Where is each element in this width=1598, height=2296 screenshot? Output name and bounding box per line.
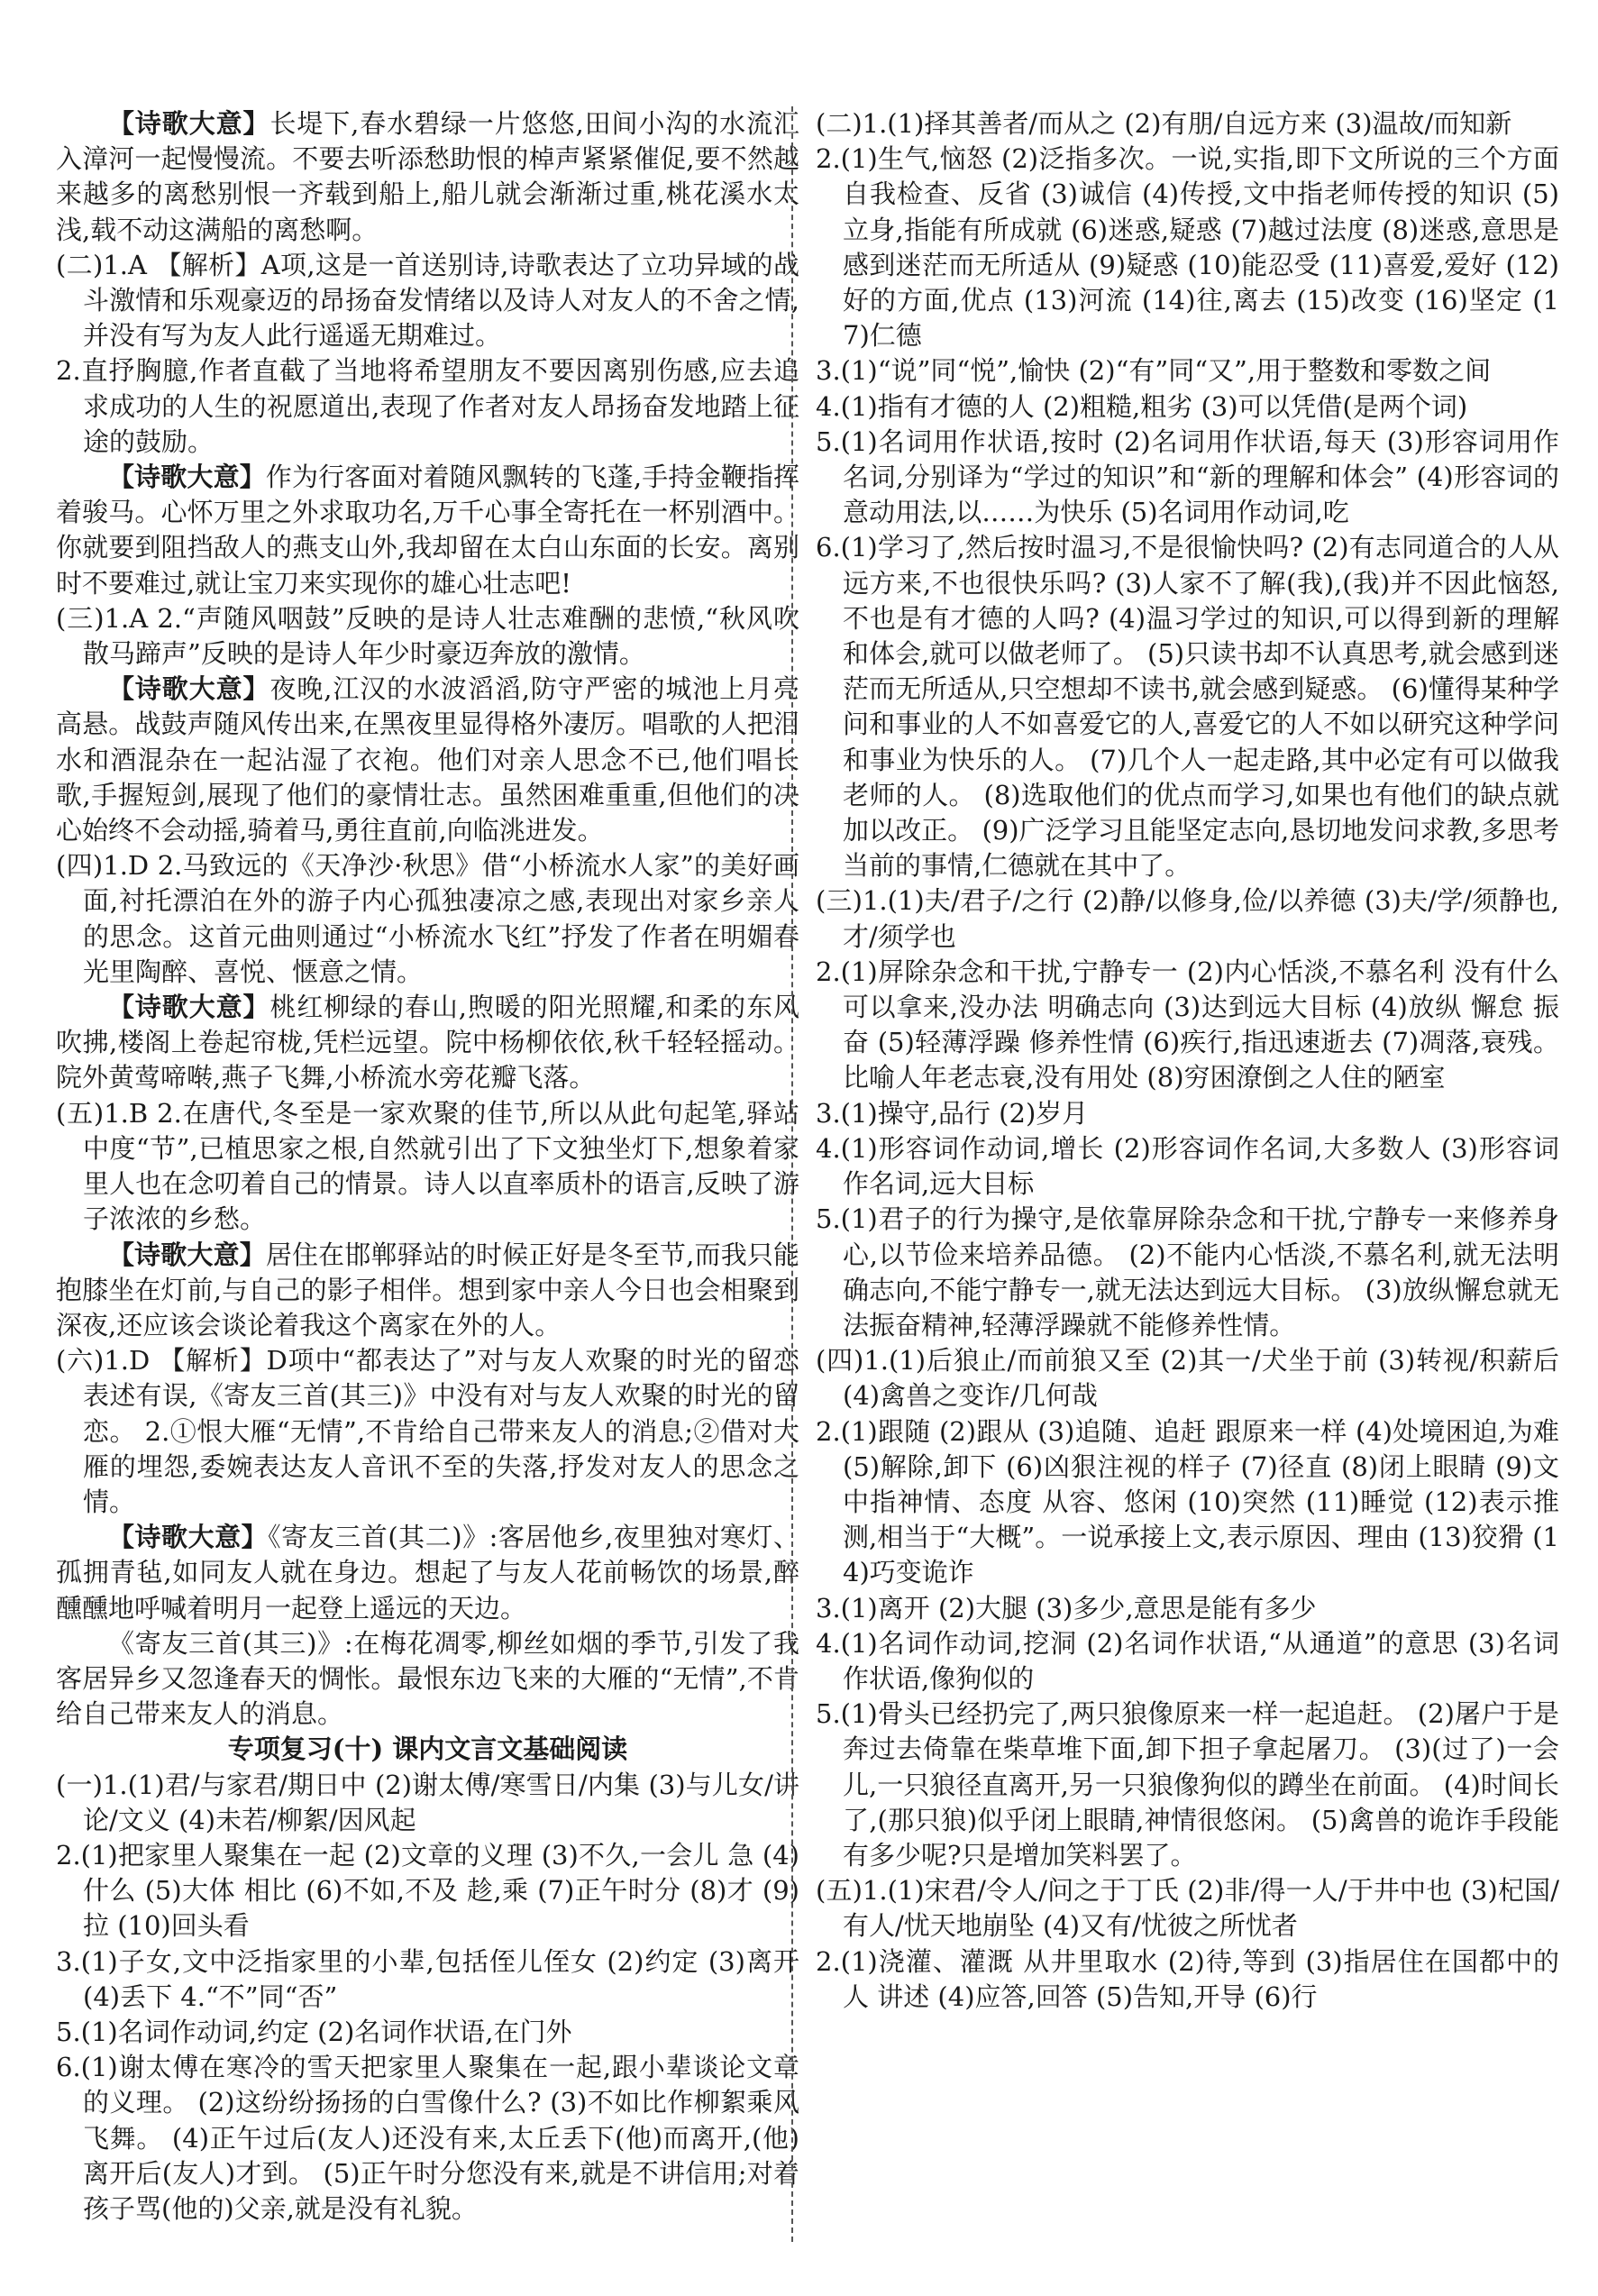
paragraph-text: (四)1.(1)后狼止/而前狼又至 (2)其一/犬坐于前 (3)转视/积薪后 (4)禽兽之变诈/几何哉 — [816, 1345, 1559, 1412]
paragraph-text: 作为行客面对着随风飘转的飞蓬,手持金鞭指挥着骏马。心怀万里之外求取功名,万千心事全寄托在一杯别酒中。你就要到阻挡敌人的燕支山外,我却留在太白山东面的长安。离别时不要难过,就让宝刀来实现你的雄心壮志吧! — [56, 462, 799, 599]
paragraph-text: 4.(1)指有才德的人 (2)粗糙,粗劣 (3)可以凭借(是两个词) — [816, 390, 1468, 422]
answer-paragraph — [816, 1591, 1559, 1626]
answer-paragraph — [816, 883, 1559, 954]
poem-summary-label: 【诗歌大意】 — [108, 1522, 269, 1553]
paragraph-text: 2.(1)浇灌、灌溉 从井里取水 (2)待,等到 (3)指居住在国都中的人 讲述 (4)应答,回答 (5)告知,开导 (6)行 — [816, 1945, 1559, 2012]
answer-paragraph — [816, 142, 1559, 353]
paragraph-text: (三)1.A 2.“声随风咽鼓”反映的是诗人壮志难酬的悲愤,“秋风吹散马蹄声”反映的是诗人年少时豪迈奔放的激情。 — [56, 602, 799, 670]
answer-paragraph — [56, 1238, 799, 1344]
paragraph-text: 3.(1)“说”同“悦”,愉快 (2)“有”同“又”,用于整数和零数之间 — [816, 355, 1492, 387]
answer-paragraph — [816, 1697, 1559, 1873]
paragraph-text: (一)1.(1)君/与家君/期日中 (2)谢太傅/寒雪日/内集 (3)与儿女/讲论/文义 (4)未若/柳絮/因风起 — [56, 1769, 799, 1835]
paragraph-text: (三)1.(1)夫/君子/之行 (2)静/以修身,俭/以养德 (3)夫/学/须静也,才/须学也 — [816, 885, 1559, 952]
answer-paragraph — [56, 248, 799, 354]
answer-paragraph — [56, 460, 799, 601]
answer-paragraph — [816, 1626, 1559, 1697]
poem-summary-label: 【诗歌大意】 — [108, 108, 270, 139]
answer-paragraph — [56, 2015, 799, 2050]
paragraph-text: 夜晚,江汉的水波滔滔,防守严密的城池上月亮高悬。战鼓声随风传出来,在黑夜里显得格外凄厉。唱歌的人把泪水和酒混杂在一起沾湿了衣袍。他们对亲人思念不已,他们唱长歌,手握短剑,展现了他们的豪情壮志。虽然困难重重,但他们的决心始终不会动摇,骑着马,勇往直前,向临洮进发。 — [56, 673, 799, 846]
answer-paragraph — [56, 1944, 799, 2015]
answer-paragraph — [816, 389, 1559, 425]
answer-paragraph — [56, 672, 799, 848]
answer-paragraph — [816, 425, 1559, 531]
paragraph-text: 4.(1)名词作动词,挖洞 (2)名词作状语,“从通道”的意思 (3)名词作状语,像狗似的 — [816, 1627, 1559, 1694]
paragraph-text: 6.(1)学习了,然后按时温习,不是很愉快吗? (2)有志同道合的人从远方来,不也很快乐吗? (3)人家不了解(我),(我)并不因此恼怒,不也是有才德的人吗? (4)温习学过的知识,可以得到新的理解和体会,就可以做老师了。 (5)只读书却不认真思考,就会感到迷茫而无所适从,只空想却不读书,就会感到疑惑。 (6)懂得某种学问和事业的人不如喜爱它的人,喜爱它的人不如以研究这种学问和事业为快乐的人。 (7)几个人一起走路,其中必定有可以做我老师的人。 (8)选取他们的优点而学习,如果也有他们的缺点就加以改正。 (9)广泛学习且能坚定志向,恳切地发问求教,多思考当前的事情,仁德就在其中了。 — [816, 532, 1559, 882]
answer-paragraph — [816, 1096, 1559, 1131]
paragraph-text: (二)1.A 【解析】A项,这是一首送别诗,诗歌表达了立功异域的战斗激情和乐观豪迈的昂扬奋发情绪以及诗人对友人的不舍之情,并没有写为友人此行遥遥无期难过。 — [56, 249, 799, 352]
poem-summary-label: 【诗歌大意】 — [108, 1239, 266, 1270]
paragraph-text: 2.直抒胸臆,作者直截了当地将希望朋友不要因离别伤感,应去追求成功的人生的祝愿道出,表现了作者对友人昂扬奋发地踏上征途的鼓励。 — [56, 355, 799, 457]
poem-summary-label: 【诗歌大意】 — [108, 673, 270, 705]
paragraph-text: 3.(1)子女,文中泛指家里的小辈,包括侄儿侄女 (2)约定 (3)离开 (4)丢下 4.“不”同“否” — [56, 1945, 799, 2012]
answer-paragraph — [56, 1520, 799, 1626]
answer-paragraph — [56, 848, 799, 990]
paragraph-text: 2.(1)跟随 (2)跟从 (3)追随、追赶 跟原来一样 (4)处境困迫,为难 (5)解除,卸下 (6)凶狠注视的样子 (7)径直 (8)闭上眼睛 (9)文中指神情、态度 从容、悠闲 (10)突然 (11)睡觉 (12)表示推测,相当于“大概”。一说承接上文,表示原因、理由 (13)狡猾 (14)巧变诡诈 — [816, 1415, 1559, 1588]
paragraph-text: 2.(1)把家里人聚集在一起 (2)文章的义理 (3)不久,一会儿 急 (4)什么 (5)大体 相比 (6)不如,不及 趁,乘 (7)正午时分 (8)才 (9)拉 (10)回头看 — [56, 1839, 799, 1942]
answer-paragraph — [816, 955, 1559, 1096]
paragraph-text: 5.(1)君子的行为操守,是依靠屏除杂念和干扰,宁静专一来修养身心,以节俭来培养品德。 (2)不能内心恬淡,不慕名利,就无法明确志向,不能宁静专一,就无法达到远大目标。 (3)放纵懈怠就无法振奋精神,轻薄浮躁就不能修养性情。 — [816, 1203, 1559, 1340]
paragraph-text: 专项复习(十) 课内文言文基础阅读 — [227, 1733, 628, 1765]
answer-paragraph — [816, 1131, 1559, 1202]
paragraph-text: 长堤下,春水碧绿一片悠悠,田间小沟的水流汇入漳河一起慢慢流。不要去听添愁助恨的棹声紧紧催促,要不然越来越多的离愁别恨一齐载到船上,船儿就会渐渐过重,桃花溪水太浅,载不动这满船的离愁啊。 — [56, 108, 799, 245]
answer-paragraph — [56, 106, 799, 248]
paragraph-text: 5.(1)名词用作状语,按时 (2)名词用作状语,每天 (3)形容词用作名词,分别译为“学过的知识”和“新的理解和体会” (4)形容词的意动用法,以……为快乐 (5)名词用作动词,吃 — [816, 425, 1559, 528]
answer-paragraph — [816, 1202, 1559, 1343]
paragraph-text: (六)1.D 【解析】D项中“都表达了”对与友人欢聚的时光的留恋表述有误,《寄友三首(其三)》中没有对与友人欢聚的时光的留恋。 2.①恨大雁“无情”,不肯给自己带来友人的消息;②借对大雁的埋怨,委婉表达友人音讯不至的失落,抒发对友人的思念之情。 — [56, 1345, 799, 1517]
paragraph-text: (五)1.(1)宋君/令人/问之于丁氏 (2)非/得一人/于井中也 (3)杞国/有人/忧天地崩坠 (4)又有/忧彼之所忧者 — [816, 1875, 1559, 1942]
answer-paragraph — [816, 530, 1559, 883]
answer-paragraph — [56, 1626, 799, 1733]
paragraph-text: 桃红柳绿的春山,煦暖的阳光照耀,和柔的东风吹拂,楼阁上卷起帘栊,凭栏远望。院中杨柳依依,秋千轻轻摇动。院外黄莺啼啭,燕子飞舞,小桥流水旁花瓣飞落。 — [56, 992, 799, 1093]
paragraph-text: 2.(1)生气,恼怒 (2)泛指多次。一说,实指,即下文所说的三个方面 自我检查、反省 (3)诚信 (4)传授,文中指老师传授的知识 (5)立身,指能有所成就 (6)迷惑,疑惑 (7)越过法度 (8)迷惑,意思是感到迷茫而无所适从 (9)疑惑 (10)能忍受 (11)喜爱,爱好 (12)好的方面,优点 (13)河流 (14)往,离去 (15)改变 (16)坚定 (17)仁德 — [816, 143, 1559, 352]
answer-paragraph — [816, 1414, 1559, 1591]
poem-summary-label: 【诗歌大意】 — [108, 462, 266, 493]
paragraph-text: (五)1.B 2.在唐代,冬至是一家欢聚的佳节,所以从此句起笔,驿站中度“节”,已植思家之根,自然就引出了下文独坐灯下,想象着家里人也在念叨着自己的情景。诗人以直率质朴的语言,反映了游子浓浓的乡愁。 — [56, 1097, 799, 1235]
answer-paragraph — [56, 1768, 799, 1838]
left-column — [56, 106, 799, 2260]
paragraph-text: 3.(1)离开 (2)大腿 (3)多少,意思是能有多少 — [816, 1592, 1317, 1624]
paragraph-text: 2.(1)屏除杂念和干扰,宁静专一 (2)内心恬淡,不慕名利 没有什么可以拿来,没办法 明确志向 (3)达到远大目标 (4)放纵 懈怠 振奋 (5)轻薄浮躁 修养性情 (6)疾行,指迅速逝去 (7)凋落,衰残。比喻人年老志衰,没有用处 (8)穷困潦倒之人住的陋室 — [816, 956, 1559, 1093]
column-divider — [791, 106, 793, 2242]
answer-paragraph — [56, 601, 799, 672]
right-column — [816, 106, 1559, 2260]
answer-paragraph — [56, 2050, 799, 2227]
answer-paragraph — [56, 1838, 799, 1944]
section-heading — [56, 1732, 799, 1767]
paragraph-text: 居住在邯郸驿站的时候正好是冬至节,而我只能抱膝坐在灯前,与自己的影子相伴。想到家中亲人今日也会相聚到深夜,还应该会谈论着我这个离家在外的人。 — [56, 1239, 799, 1340]
poem-summary-label: 【诗歌大意】 — [108, 992, 270, 1023]
answer-paragraph — [816, 1944, 1559, 2015]
answer-paragraph — [56, 1096, 799, 1238]
paragraph-text: 5.(1)骨头已经扔完了,两只狼像原来一样一起追赶。 (2)屠户于是奔过去倚靠在柴草堆下面,卸下担子拿起屠刀。 (3)(过了)一会儿,一只狼径直离开,另一只狼像狗似的蹲坐在前面。 (4)时间长了,(那只狼)似乎闭上眼睛,神情很悠闲。 (5)禽兽的诡诈手段能有多少呢?只是增加笑料罢了。 — [816, 1698, 1559, 1871]
answer-paragraph — [56, 1343, 799, 1520]
answer-paragraph — [816, 353, 1559, 389]
paragraph-text: 《寄友三首(其二)》:客居他乡,夜里独对寒灯、孤拥青毡,如同友人就在身边。想起了与友人花前畅饮的场景,醉醺醺地呼喊着明月一起登上遥远的天边。 — [56, 1522, 799, 1624]
paragraph-text: 6.(1)谢太傅在寒冷的雪天把家里人聚集在一起,跟小辈谈论文章的义理。 (2)这纷纷扬扬的白雪像什么? (3)不如比作柳絮乘风飞舞。 (4)正午过后(友人)还没有来,太丘丢下(他)而离开,(他)离开后(友人)才到。 (5)正午时分您没有来,就是不讲信用;对着孩子骂(他的)父亲,就是没有礼貌。 — [56, 2052, 799, 2224]
answer-paragraph — [56, 990, 799, 1096]
paragraph-text: 4.(1)形容词作动词,增长 (2)形容词作名词,大多数人 (3)形容词作名词,远大目标 — [816, 1132, 1559, 1200]
answer-paragraph — [816, 1343, 1559, 1413]
answer-paragraph — [56, 353, 799, 460]
paragraph-text: 5.(1)名词作动词,约定 (2)名词作状语,在门外 — [56, 2016, 572, 2047]
answer-paragraph — [816, 106, 1559, 142]
paragraph-text: 3.(1)操守,品行 (2)岁月 — [816, 1097, 1089, 1129]
answer-paragraph — [816, 1873, 1559, 1944]
paragraph-text: (四)1.D 2.马致远的《天净沙·秋思》借“小桥流水人家”的美好画面,衬托漂泊在外的游子内心孤独凄凉之感,表现出对家乡亲人的思念。这首元曲则通过“小桥流水飞红”抒发了作者在明媚春光里陶醉、喜悦、惬意之情。 — [56, 850, 799, 987]
paragraph-text: 《寄友三首(其三)》:在梅花凋零,柳丝如烟的季节,引发了我客居异乡又忽逢春天的惆怅。最恨东边飞来的大雁的“无情”,不肯给自己带来友人的消息。 — [56, 1627, 799, 1730]
paragraph-text: (二)1.(1)择其善者/而从之 (2)有朋/自远方来 (3)温故/而知新 — [816, 108, 1512, 139]
